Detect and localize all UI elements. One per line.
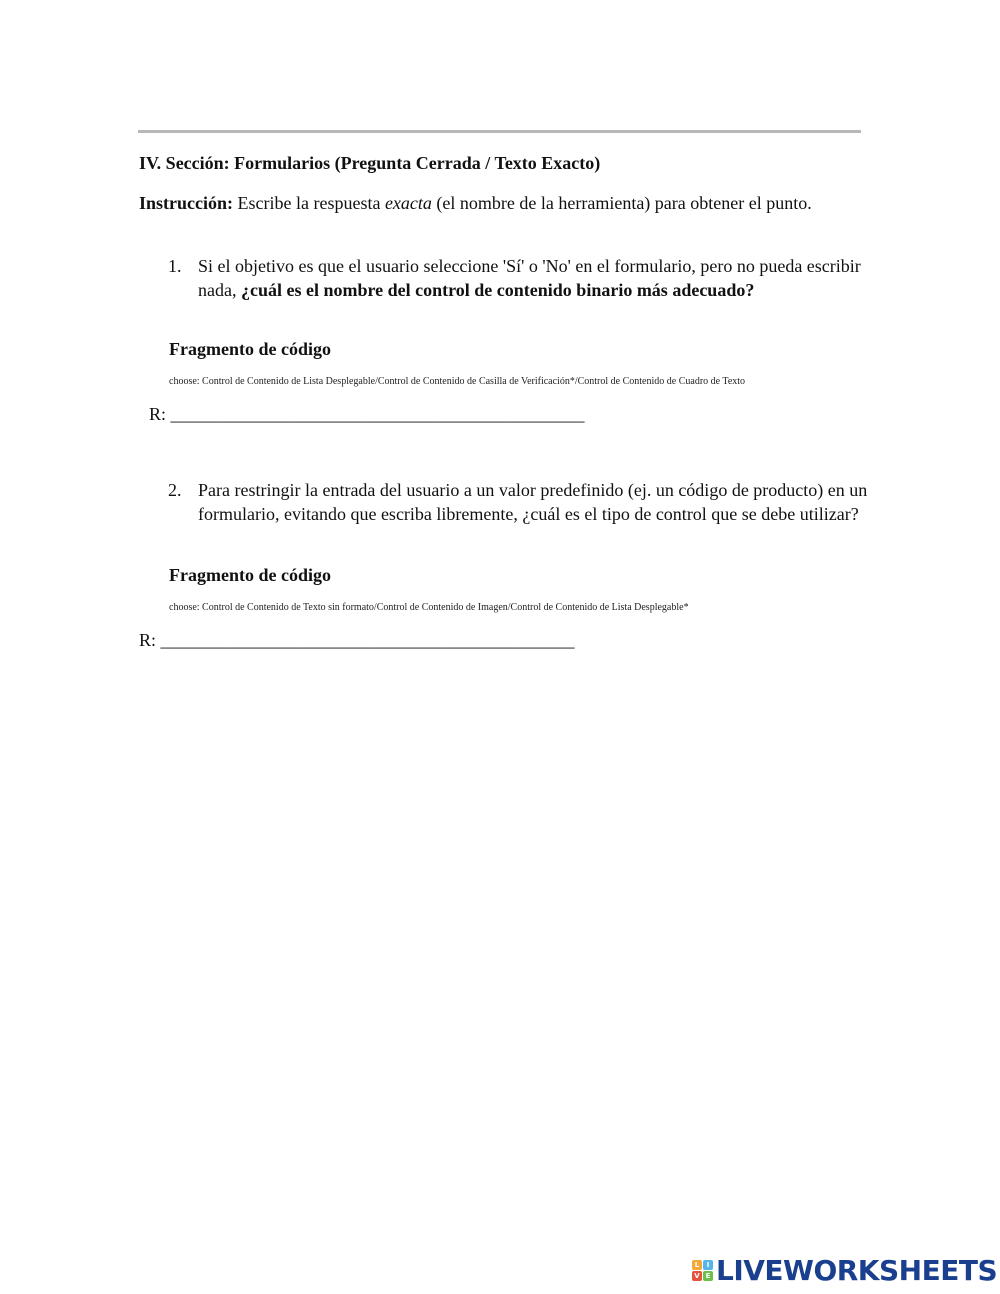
question-1 bbox=[168, 254, 868, 302]
question-number: 1. bbox=[168, 256, 182, 276]
logo-tile-l: L bbox=[692, 1260, 702, 1270]
fragment-label: Fragmento de código bbox=[169, 339, 331, 359]
liveworksheets-logo-icon bbox=[692, 1260, 713, 1281]
liveworksheets-logo bbox=[692, 1255, 997, 1285]
logo-tile-e: E bbox=[703, 1271, 713, 1281]
logo-text: LIVEWORKSHEETS bbox=[716, 1253, 998, 1287]
question-text-plain: Para restringir la entrada del usuario a un valor predefinido (ej. un código de producto) en un formulario, evitando que escriba libremente, ¿cuál es el tipo de control que se debe utilizar? bbox=[198, 480, 868, 524]
question-text-bold: ¿cuál es el nombre del control de contenido binario más adecuado? bbox=[240, 280, 755, 300]
logo-tile-i: I bbox=[703, 1260, 713, 1270]
answer-field[interactable]: R: ______________________________________________ bbox=[139, 630, 575, 650]
fragment-label: Fragmento de código bbox=[169, 565, 331, 585]
instruction-label: Instrucción: bbox=[139, 193, 233, 213]
question-text bbox=[198, 254, 868, 302]
instruction-paragraph bbox=[139, 191, 839, 215]
logo-tile-v: V bbox=[692, 1271, 702, 1281]
instruction-text-before: Escribe la respuesta bbox=[233, 193, 385, 213]
instruction-text-italic: exacta bbox=[384, 193, 432, 213]
choose-options: choose: Control de Contenido de Texto sin formato/Control de Contenido de Imagen/Control de Contenido de Lista Desplegable* bbox=[169, 602, 689, 613]
section-title: IV. Sección: Formularios (Pregunta Cerrada / Texto Exacto) bbox=[139, 153, 601, 173]
instruction-text-after: (el nombre de la herramienta) para obtener el punto. bbox=[431, 193, 812, 213]
question-number: 2. bbox=[168, 480, 182, 500]
choose-options: choose: Control de Contenido de Lista Desplegable/Control de Contenido de Casilla de Verificación*/Control de Contenido de Cuadro de Texto bbox=[169, 376, 746, 387]
horizontal-rule bbox=[138, 130, 861, 133]
question-text bbox=[198, 478, 868, 526]
answer-field[interactable]: R: ______________________________________________ bbox=[149, 404, 585, 424]
question-text-plain: Si el objetivo es que el usuario seleccione 'Sí' o 'No' en el formulario, pero no pueda escribir nada, bbox=[198, 256, 861, 300]
question-2 bbox=[168, 478, 868, 526]
